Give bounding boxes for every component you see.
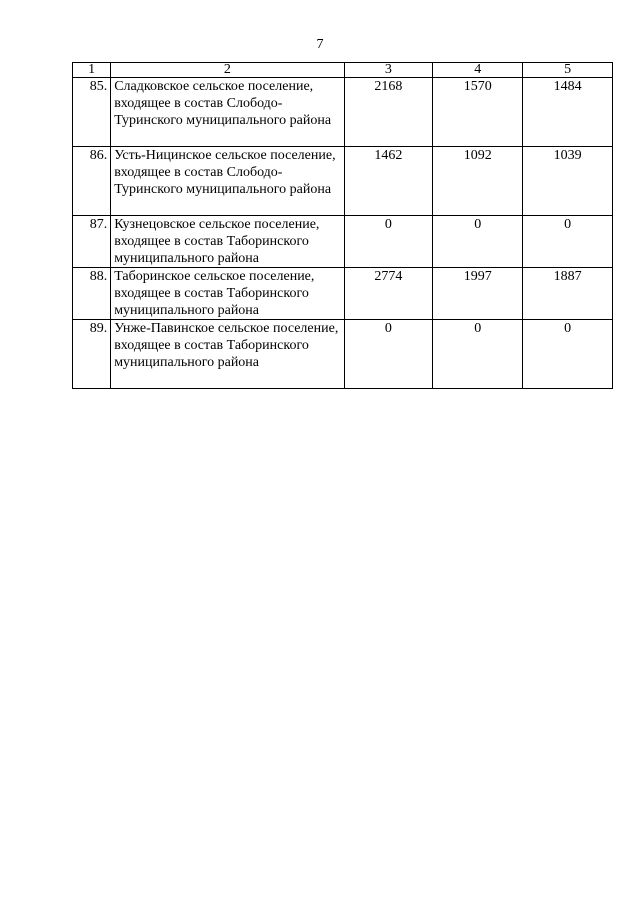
settlement-name: Таборинское сельское поселение, входящее в состав Таборинского муниципального района	[111, 268, 344, 320]
value-col-3: 0	[344, 320, 433, 389]
value-col-4: 1092	[433, 147, 523, 216]
table-row	[73, 78, 613, 147]
page-number: 7	[316, 37, 324, 52]
value-col-3: 1462	[344, 147, 433, 216]
value-col-5: 1887	[523, 268, 613, 320]
row-number: 88.	[73, 268, 111, 320]
table-row	[73, 268, 613, 320]
settlement-name: Кузнецовское сельское поселение, входящее в состав Таборинского муниципального района	[111, 216, 344, 268]
value-col-5: 1484	[523, 78, 613, 147]
settlement-name: Сладковское сельское поселение, входящее в состав Слободо-Туринского муниципального района	[111, 78, 344, 147]
value-col-4: 0	[433, 320, 523, 389]
row-number: 85.	[73, 78, 111, 147]
value-col-3: 0	[344, 216, 433, 268]
value-col-5: 0	[523, 320, 613, 389]
data-table	[72, 62, 613, 389]
value-col-3: 2774	[344, 268, 433, 320]
value-col-4: 1570	[433, 78, 523, 147]
column-header: 3	[344, 63, 433, 78]
column-header: 1	[73, 63, 111, 78]
column-header: 2	[111, 63, 344, 78]
value-col-3: 2168	[344, 78, 433, 147]
table-row	[73, 320, 613, 389]
settlement-name: Усть-Ницинское сельское поселение, входящее в состав Слободо-Туринского муниципального района	[111, 147, 344, 216]
value-col-5: 1039	[523, 147, 613, 216]
table-header-row	[73, 63, 613, 78]
row-number: 86.	[73, 147, 111, 216]
column-header: 5	[523, 63, 613, 78]
value-col-5: 0	[523, 216, 613, 268]
row-number: 87.	[73, 216, 111, 268]
settlement-name: Унже-Павинское сельское поселение, входящее в состав Таборинского муниципального района	[111, 320, 344, 389]
value-col-4: 0	[433, 216, 523, 268]
value-col-4: 1997	[433, 268, 523, 320]
table-row	[73, 216, 613, 268]
row-number: 89.	[73, 320, 111, 389]
column-header: 4	[433, 63, 523, 78]
table-row	[73, 147, 613, 216]
